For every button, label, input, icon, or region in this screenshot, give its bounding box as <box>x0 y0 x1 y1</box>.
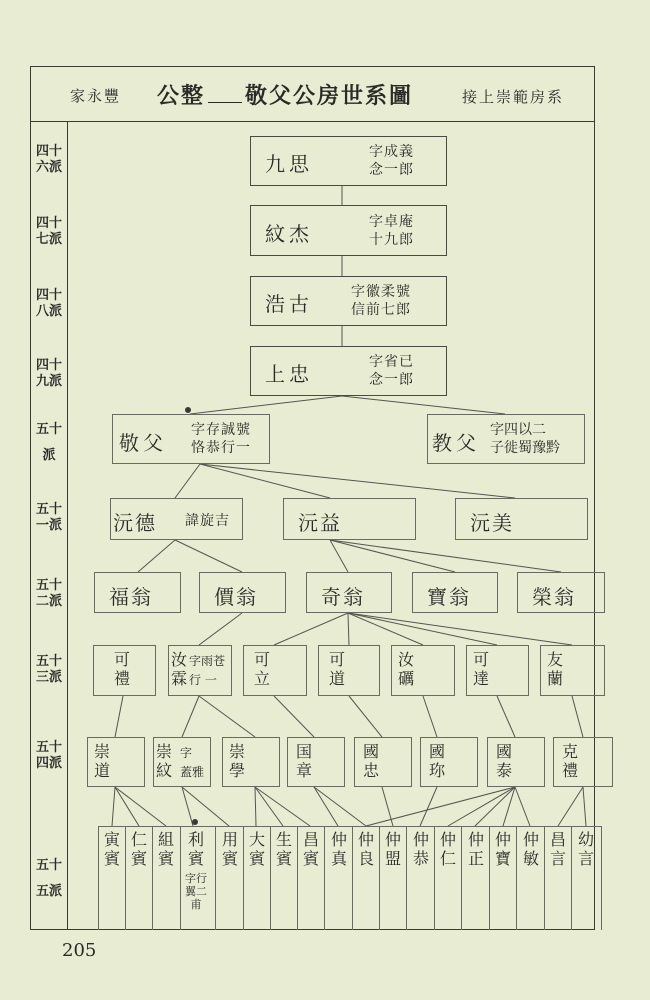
person-box <box>391 645 455 696</box>
generation-label: 五十 二派 <box>35 578 62 609</box>
person-name: 浩古 <box>265 292 313 316</box>
leaf-name: 仲 仁 <box>439 830 456 868</box>
person-note: 字四以二 子徙蜀豫黔 <box>490 422 560 456</box>
person-box <box>112 414 270 464</box>
person-note: 字雨苍 行 一 <box>189 654 226 687</box>
leaf-name: 仲 真 <box>330 830 347 868</box>
header-right: 接上崇範房系 <box>462 88 565 106</box>
generation-label: 五十 三派 <box>35 654 62 685</box>
person-box <box>93 645 156 696</box>
person-box <box>250 205 447 256</box>
person-note: 字卓庵 十九郎 <box>369 214 414 248</box>
leaf-name: 仲 正 <box>467 830 484 868</box>
person-note: 字 蓋雅 <box>180 746 205 779</box>
leaf-name: 大 賓 <box>248 830 265 868</box>
person-name: 沅益 <box>298 511 342 535</box>
person-name: 敬父 <box>119 431 167 455</box>
person-name: 九思 <box>265 152 313 176</box>
person-box <box>354 737 412 787</box>
person-name: 寶翁 <box>427 585 471 609</box>
person-box <box>153 737 211 787</box>
generation-label: 五十 四派 <box>35 740 62 771</box>
person-box <box>287 737 345 787</box>
person-name: 國 忠 <box>363 742 380 780</box>
generation-label: 五十 一派 <box>35 502 62 533</box>
page-number: 205 <box>62 940 97 961</box>
person-name: 沅德 <box>113 511 157 535</box>
person-box <box>412 572 498 613</box>
person-name: 可 禮 <box>114 650 131 688</box>
person-name: 可 達 <box>473 650 490 688</box>
person-name: 教父 <box>432 431 480 455</box>
leaf-note: 字行 翼二 甫 <box>185 872 207 911</box>
generation-label: 四十 六派 <box>35 144 62 175</box>
person-box <box>455 498 588 540</box>
leaf-name: 生 賓 <box>275 830 292 868</box>
person-name: 汝 礪 <box>398 650 415 688</box>
person-box <box>283 498 416 540</box>
person-name: 國 珎 <box>429 742 446 780</box>
person-name: 國 泰 <box>496 742 513 780</box>
person-name: 友 蘭 <box>547 650 564 688</box>
person-box <box>250 276 447 326</box>
leaf-name: 昌 言 <box>549 830 566 868</box>
person-name: 崇 學 <box>229 742 246 780</box>
generation-label: 五十 五派 <box>35 858 62 899</box>
person-name: 国 章 <box>296 742 313 780</box>
leaf-name: 組 賓 <box>157 830 174 868</box>
person-box <box>540 645 605 696</box>
leaf-name: 利 賓 字行 翼二 甫 <box>185 830 207 911</box>
leaf-name: 寅 賓 <box>103 830 120 868</box>
generation-label: 五十 派 <box>35 422 62 463</box>
person-box <box>517 572 605 613</box>
person-name: 崇 紋 <box>156 742 173 780</box>
person-name: 克 禮 <box>562 742 579 780</box>
person-name: 可 立 <box>254 650 271 688</box>
person-note: 字省已 念一郎 <box>369 354 414 388</box>
person-box <box>110 498 243 540</box>
person-box <box>318 645 380 696</box>
person-box <box>94 572 181 613</box>
leaf-name: 仲 敏 <box>522 830 539 868</box>
person-name: 紋杰 <box>265 222 313 246</box>
person-box <box>306 572 392 613</box>
person-box <box>466 645 529 696</box>
person-name: 上忠 <box>265 362 313 386</box>
leaf-name: 仲 良 <box>357 830 374 868</box>
person-box <box>250 346 447 396</box>
generation-label: 四十 七派 <box>35 216 62 247</box>
person-name: 奇翁 <box>321 585 365 609</box>
person-box <box>168 645 232 696</box>
person-note: 字成義 念一郎 <box>369 144 414 178</box>
person-name: 榮翁 <box>532 585 576 609</box>
person-box <box>250 136 447 186</box>
generation-label: 四十 九派 <box>35 358 62 389</box>
leaf-name: 仲 恭 <box>412 830 429 868</box>
person-box <box>427 414 585 464</box>
leaf-name: 仁 賓 <box>130 830 147 868</box>
person-name: 崇 道 <box>94 742 111 780</box>
person-name: 福翁 <box>109 585 153 609</box>
person-name: 沅美 <box>470 511 514 535</box>
page-title: 公整 敬父公房世系圖 <box>157 83 414 109</box>
person-name: 價翁 <box>214 585 258 609</box>
person-note: 字徽柔號 信前七郎 <box>351 284 411 318</box>
person-note: 字存誠號 恪恭行一 <box>191 422 251 456</box>
person-box <box>87 737 145 787</box>
person-name: 汝 霖 <box>171 650 188 688</box>
header-left: 家永豐 <box>70 87 122 105</box>
leaf-name: 用 賓 <box>221 830 238 868</box>
person-box <box>420 737 478 787</box>
generation-label: 四十 八派 <box>35 288 62 319</box>
person-box <box>199 572 286 613</box>
leaf-name: 仲 盟 <box>384 830 401 868</box>
person-name: 可 道 <box>329 650 346 688</box>
leaf-name: 仲 寶 <box>494 830 511 868</box>
person-box <box>487 737 545 787</box>
leaf-name: 昌 賓 <box>302 830 319 868</box>
person-box <box>222 737 280 787</box>
leaf-name: 幼 言 <box>577 830 594 868</box>
person-box <box>553 737 613 787</box>
person-box <box>243 645 307 696</box>
person-note: 諱旋吉 <box>185 513 230 529</box>
